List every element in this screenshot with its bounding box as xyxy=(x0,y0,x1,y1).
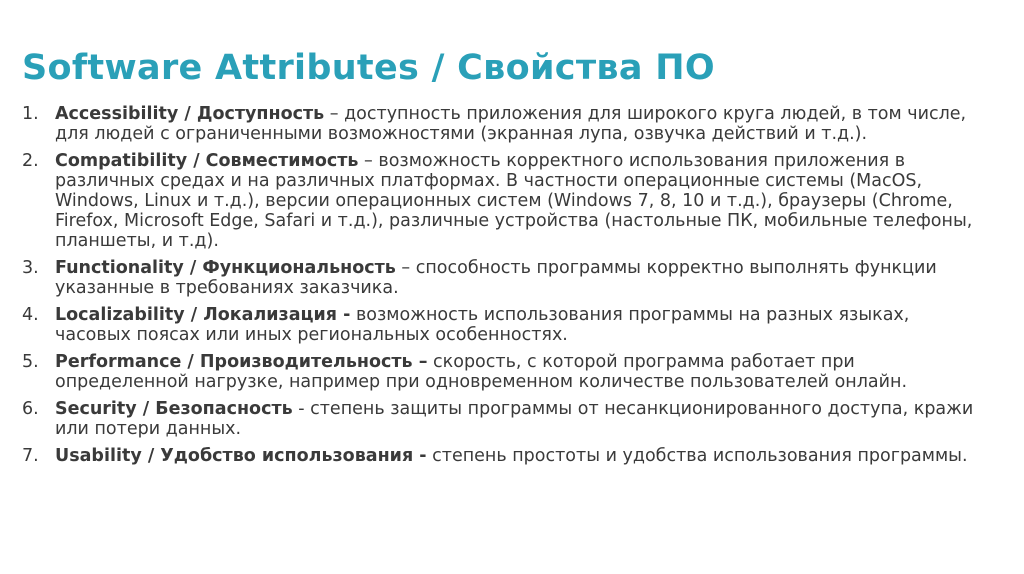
item-separator: - xyxy=(292,399,311,419)
item-text xyxy=(55,399,984,439)
item-description: степень простоты и удобства использования программы. xyxy=(432,446,968,466)
item-text xyxy=(55,151,984,251)
list-item xyxy=(22,352,984,392)
item-description: степень защиты программы от несанкционированного доступа, кражи или потери данных. xyxy=(55,399,974,439)
item-number: 3. xyxy=(22,258,39,278)
item-text xyxy=(55,305,984,345)
item-description: способность программы корректно выполнять функции указанные в требованиях заказчика. xyxy=(55,258,937,298)
item-separator: – xyxy=(395,258,416,278)
list-item xyxy=(22,399,984,439)
list-item xyxy=(22,151,984,251)
item-number: 7. xyxy=(22,446,39,466)
list-item xyxy=(22,258,984,298)
slide-title: Software Attributes / Свойства ПО xyxy=(22,48,715,88)
item-text xyxy=(55,258,984,298)
item-description: доступность приложения для широкого круга людей, в том числе, для людей с ограниченными возможностями (экранная лупа, озвучка действий и т.д.). xyxy=(55,104,967,144)
list-item xyxy=(22,104,984,144)
item-separator: – xyxy=(324,104,345,124)
item-number: 4. xyxy=(22,305,39,325)
item-term: Security / Безопасность xyxy=(55,399,293,419)
item-text xyxy=(55,104,984,144)
item-number: 6. xyxy=(22,399,39,419)
item-number: 5. xyxy=(22,352,39,372)
item-separator: – xyxy=(358,151,379,171)
item-term: Accessibility / Доступность xyxy=(55,104,325,124)
item-number: 2. xyxy=(22,151,39,171)
item-term: Performance / Производительность – xyxy=(55,352,428,372)
item-number: 1. xyxy=(22,104,39,124)
item-term: Functionality / Функциональность xyxy=(55,258,396,278)
item-term: Localizability / Локализация - xyxy=(55,305,351,325)
item-description: скорость, с которой программа работает при определенной нагрузке, например при одновременном количестве пользователей онлайн. xyxy=(55,352,908,392)
attributes-list xyxy=(22,104,984,466)
list-item xyxy=(22,446,984,466)
item-term: Compatibility / Совместимость xyxy=(55,151,359,171)
list-item xyxy=(22,305,984,345)
item-description: возможность использования программы на разных языках, часовых поясах или иных региональных особенностях. xyxy=(55,305,910,345)
item-text xyxy=(55,352,984,392)
item-term: Usability / Удобство использования - xyxy=(55,446,427,466)
item-text xyxy=(55,446,984,466)
item-description: возможность корректного использования приложения в различных средах и на различных платформах. В частности операционные системы (MacOS, Windows, Linux и т.д.), версии операционных систем (Windows 7, 8, 10 и т.д.), браузеры (Chrome, Firefox, Microsoft Edge, Safari и т.д.), различные устройства (настольные ПК, мобильные телефоны, планшеты, и т.д). xyxy=(55,151,973,251)
